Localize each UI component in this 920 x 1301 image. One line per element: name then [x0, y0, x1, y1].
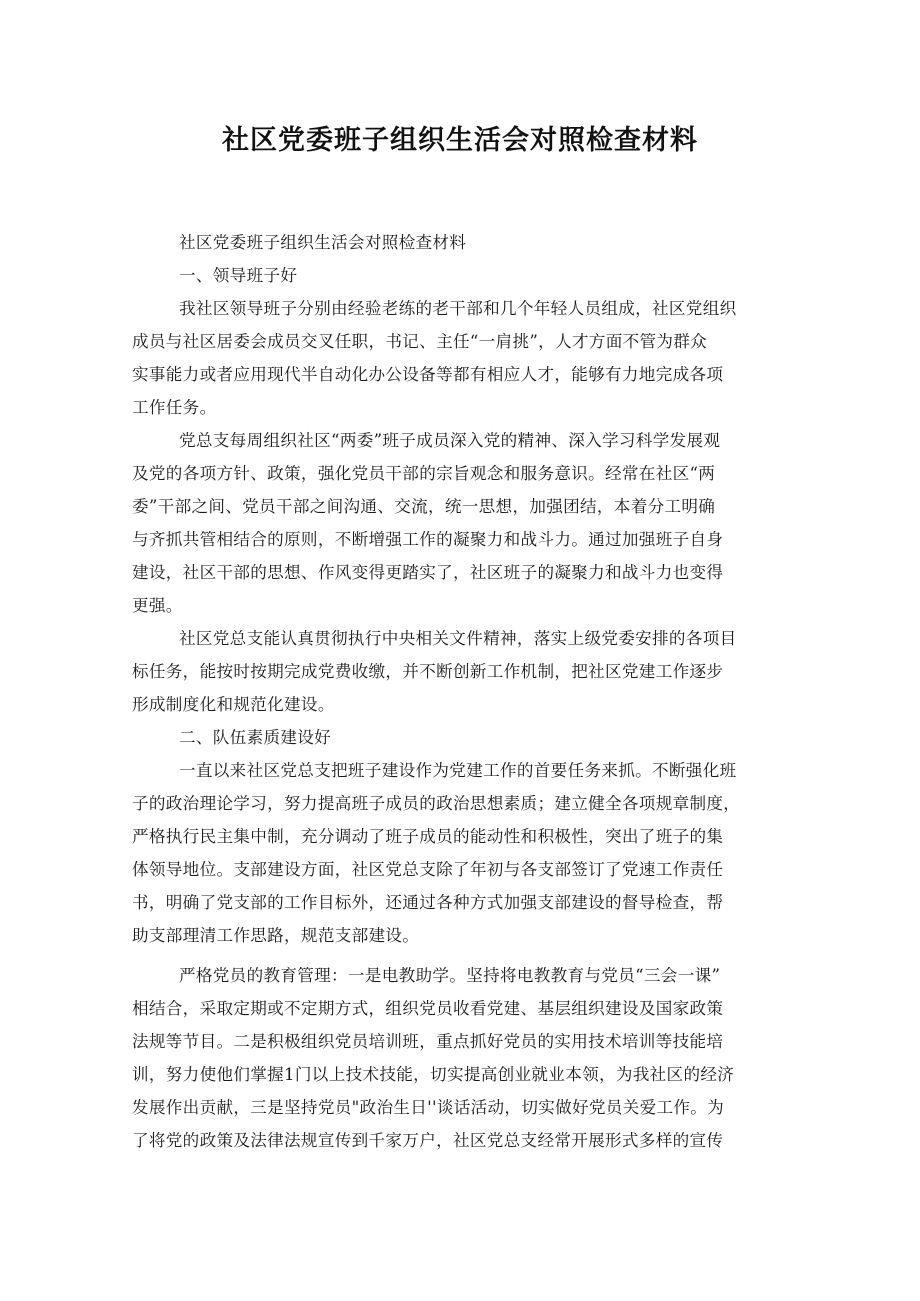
paragraph-line: 了将党的政策及法律法规宣传到千家万户，社区党总支经常开展形式多样的宣传: [132, 1131, 724, 1150]
section-heading-1: 一、领导班子好: [179, 266, 298, 285]
subtitle-line: 社区党委班子组织生活会对照检查材料: [179, 233, 467, 252]
paragraph-line: 我社区领导班子分别由经验老练的老干部和几个年轻人员组成，社区党组织: [179, 299, 737, 318]
paragraph-line: 子的政治理论学习，努力提高班子成员的政治思想素质；建立健全各项规章制度，: [132, 794, 741, 813]
paragraph-line: 委”干部之间、党员干部之间沟通、交流，统一思想，加强团结，本着分工明确: [132, 497, 716, 516]
paragraph-line: 成员与社区居委会成员交叉任职，书记、主任“一肩挑”，人才方面不管为群众: [132, 332, 708, 351]
paragraph-line: 书，明确了党支部的工作目标外，还通过各种方式加强支部建设的督导检查，帮: [132, 893, 724, 912]
paragraph-line: 工作任务。: [132, 398, 217, 417]
paragraph-line: 形成制度化和规范化建设。: [132, 695, 335, 714]
section-heading-2: 二、队伍素质建设好: [179, 728, 332, 747]
paragraph-line: 体领导地位。支部建设方面，社区党总支除了年初与各支部签订了党速工作责任: [132, 860, 724, 879]
paragraph-line: 及党的各项方针、政策，强化党员干部的宗旨观念和服务意识。经常在社区“两: [132, 464, 716, 483]
paragraph-line: 建设，社区干部的思想、作风变得更踏实了，社区班子的凝聚力和战斗力也变得: [132, 563, 724, 582]
paragraph-line: 训，努力使他们掌握1门以上技术技能，切实提高创业就业本领，为我社区的经济: [132, 1065, 735, 1084]
paragraph-line: 相结合，采取定期或不定期方式，组织党员收看党建、基层组织建设及国家政策: [132, 999, 724, 1018]
paragraph-line: 法规等节目。二是积极组织党员培训班，重点抓好党员的实用技术培训等技能培: [132, 1032, 724, 1051]
paragraph-line: 更强。: [132, 596, 183, 615]
document-body: [132, 226, 796, 1157]
paragraph-line: 严格党员的教育管理：一是电教助学。坚持将电教教育与党员“三会一课”: [179, 966, 721, 985]
paragraph-line: 助支部理清工作思路，规范支部建设。: [132, 926, 420, 945]
paragraph-line: 严格执行民主集中制，充分调动了班子成员的能动性和积极性，突出了班子的集: [132, 827, 724, 846]
paragraph-line: 与齐抓共管相结合的原则，不断增强工作的凝聚力和战斗力。通过加强班子自身: [132, 530, 724, 549]
document-title: 社区党委班子组织生活会对照检查材料: [222, 125, 698, 156]
paragraph-line: 党总支每周组织社区“两委”班子成员深入党的精神、深入学习科学发展观: [179, 431, 721, 450]
paragraph-line: 一直以来社区党总支把班子建设作为党建工作的首要任务来抓。不断强化班: [179, 761, 737, 780]
paragraph-line: 标任务，能按时按期完成党费收缴，并不断创新工作机制，把社区党建工作逐步: [132, 662, 724, 681]
paragraph-line: 发展作出贡献，三是坚持党员"政治生日''谈话活动，切实做好党员关爱工作。为: [132, 1098, 725, 1117]
paragraph-line: 社区党总支能认真贯彻执行中央相关文件精神，落实上级党委安排的各项目: [179, 629, 737, 648]
paragraph-line: 实事能力或者应用现代半自动化办公设备等都有相应人才，能够有力地完成各项: [132, 365, 724, 384]
